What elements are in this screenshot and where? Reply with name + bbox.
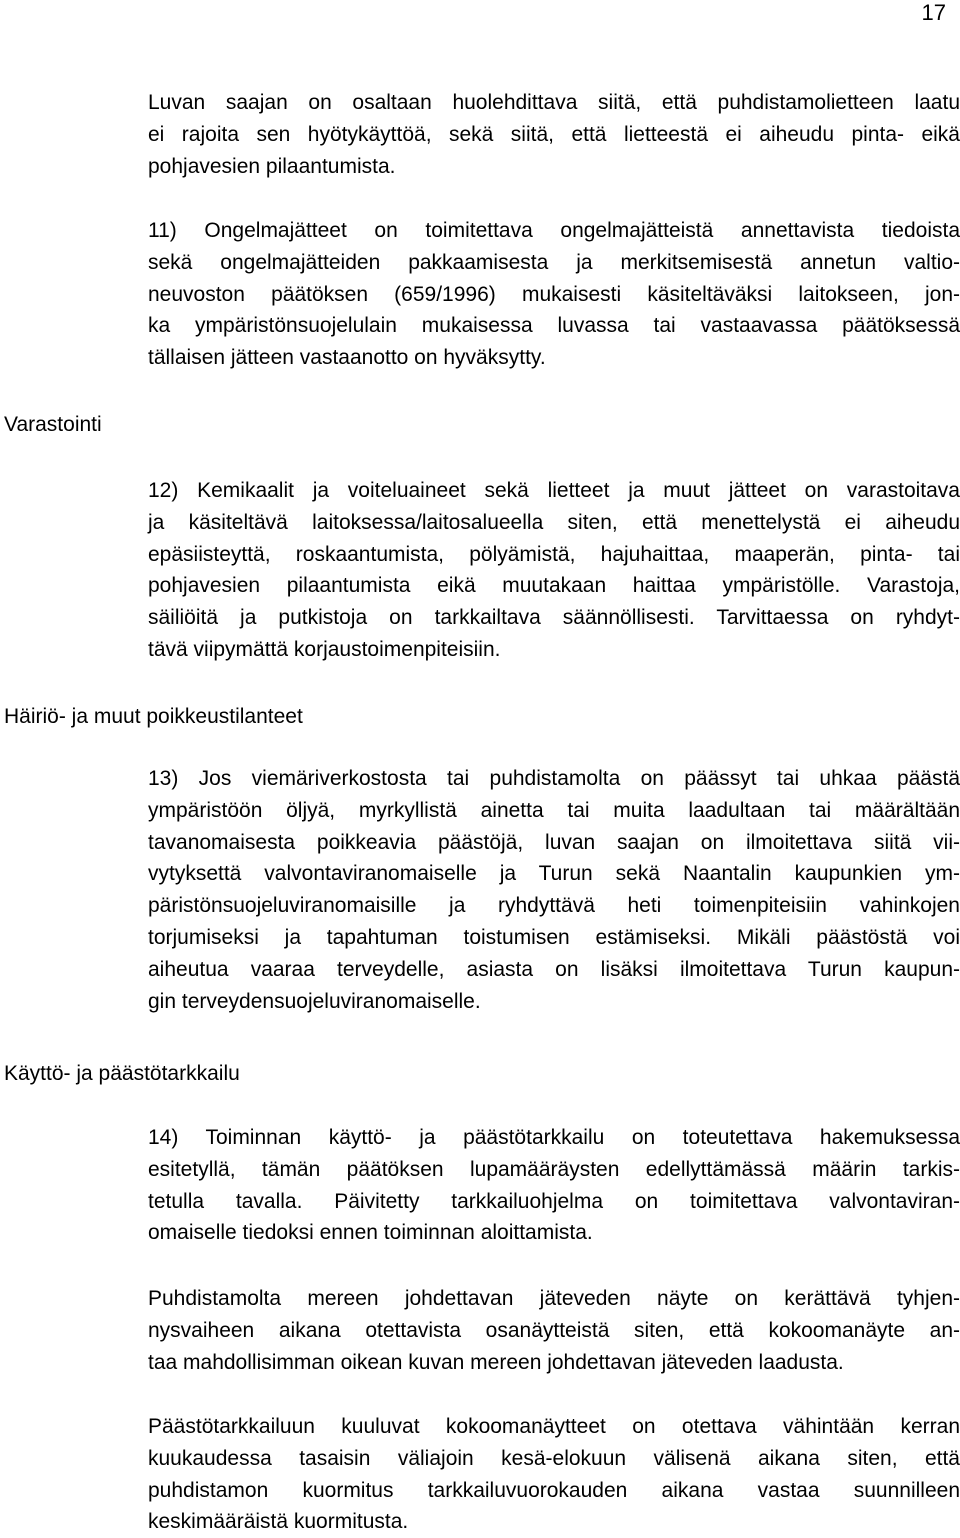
paragraph-line: esitetyllä, tämän päätöksen lupamääräysten edellyttämässä määrin tarkis- — [148, 1157, 960, 1181]
paragraph-line: Luvan saajan on osaltaan huolehdittava siitä, että puhdistamolietteen laatu — [148, 91, 960, 114]
paragraph-line: tavanomaisesta poikkeavia päästöjä, luvan saajan on ilmoitettava siitä vii- — [148, 830, 960, 854]
paragraph-line: sekä ongelmajätteiden pakkaamisesta ja merkitsemisestä annetun valtio- — [148, 250, 960, 274]
paragraph-line: ympäristöön öljyä, myrkyllistä ainetta tai muita laadultaan tai määrältään — [148, 798, 960, 822]
paragraph-line: Päästötarkkailuun kuuluvat kokoomanäytteet on otettava vähintään kerran — [148, 1415, 960, 1438]
paragraph-line: 12) Kemikaalit ja voiteluaineet sekä lietteet ja muut jätteet on varastoitava — [148, 479, 960, 502]
paragraph-line: taa mahdollisimman oikean kuvan mereen johdettavan jäteveden laadusta. — [148, 1350, 844, 1374]
paragraph-item-12 — [148, 475, 960, 666]
paragraph-line: ka ympäristönsuojelulain mukaisessa luvassa tai vastaavassa päätöksessä — [148, 314, 960, 338]
paragraph-line: Puhdistamolta mereen johdettavan jäteveden näyte on kerättävä tyhjen- — [148, 1287, 960, 1310]
paragraph-line: keskimääräistä kuormitusta. — [148, 1510, 409, 1534]
paragraph-line: gin terveydensuojeluviranomaiselle. — [148, 989, 481, 1013]
paragraph-line: 11) Ongelmajätteet on toimitettava ongelmajätteistä annettavista tiedoista — [148, 219, 960, 242]
paragraph-line: kuukaudessa tasaisin väliajoin kesä-elokuun välisenä aikana siten, että — [148, 1446, 960, 1470]
paragraph-line: vytyksettä valvontaviranomaiselle ja Turun sekä Naantalin kaupunkien ym- — [148, 862, 960, 886]
paragraph-line: pohjavesien pilaantumista eikä muutakaan haittaa ympäristölle. Varastoja, — [148, 574, 960, 598]
paragraph-line: ei rajoita sen hyötykäyttöä, sekä siitä, että lietteestä ei aiheudu pinta- eikä — [148, 122, 960, 146]
paragraph-line: säiliöitä ja putkistoja on tarkkailtava säännöllisesti. Tarvittaessa on ryhdyt- — [148, 606, 960, 630]
paragraph-item-11 — [148, 215, 960, 374]
paragraph-line: ja käsiteltävä laitoksessa/laitosalueella siten, että menettelystä ei aiheudu — [148, 510, 960, 534]
paragraph-line: aiheutua vaaraa terveydelle, asiasta on lisäksi ilmoitettava Turun kaupun- — [148, 957, 960, 981]
paragraph-item-13 — [148, 763, 960, 1017]
paragraph-sampling — [148, 1283, 960, 1378]
paragraph-line: 13) Jos viemäriverkostosta tai puhdistamolta on päässyt tai uhkaa päästä — [148, 767, 960, 790]
paragraph-item-14 — [148, 1122, 960, 1249]
paragraph-composite — [148, 1411, 960, 1538]
paragraph-line: tävä viipymättä korjaustoimenpiteisiin. — [148, 637, 501, 661]
paragraph-line: omaiselle tiedoksi ennen toiminnan aloittamista. — [148, 1221, 593, 1245]
page-number: 17 — [921, 0, 946, 25]
paragraph-line: neuvoston päätöksen (659/1996) mukaisesti käsiteltäväksi laitokseen, jon- — [148, 282, 960, 306]
paragraph-line: päristönsuojeluviranomaisille ja ryhdyttävä heti toimenpiteisiin vahinkojen — [148, 894, 960, 918]
paragraph-sludge — [148, 87, 960, 182]
heading-monitoring: Käyttö- ja päästötarkkailu — [4, 1062, 240, 1085]
paragraph-line: pohjavesien pilaantumista. — [148, 154, 396, 178]
paragraph-line: torjumiseksi ja tapahtuman toistumisen estämiseksi. Mikäli päästöstä voi — [148, 925, 960, 949]
paragraph-line: epäsiisteyttä, roskaantumista, pölyämistä, hajuhaittaa, maaperän, pinta- tai — [148, 542, 960, 566]
heading-disturbance: Häiriö- ja muut poikkeustilanteet — [4, 705, 303, 728]
paragraph-line: tällaisen jätteen vastaanotto on hyväksytty. — [148, 346, 546, 370]
paragraph-line: 14) Toiminnan käyttö- ja päästötarkkailu on toteutettava hakemuksessa — [148, 1126, 960, 1149]
heading-storage: Varastointi — [4, 413, 102, 436]
paragraph-line: puhdistamon kuormitus tarkkailuvuorokauden aikana vastaa suunnilleen — [148, 1478, 960, 1502]
paragraph-line: tetulla tavalla. Päivitetty tarkkailuohjelma on toimitettava valvontaviran- — [148, 1189, 960, 1213]
paragraph-line: nysvaiheen aikana otettavista osanäytteistä siten, että kokoomanäyte an- — [148, 1318, 960, 1342]
